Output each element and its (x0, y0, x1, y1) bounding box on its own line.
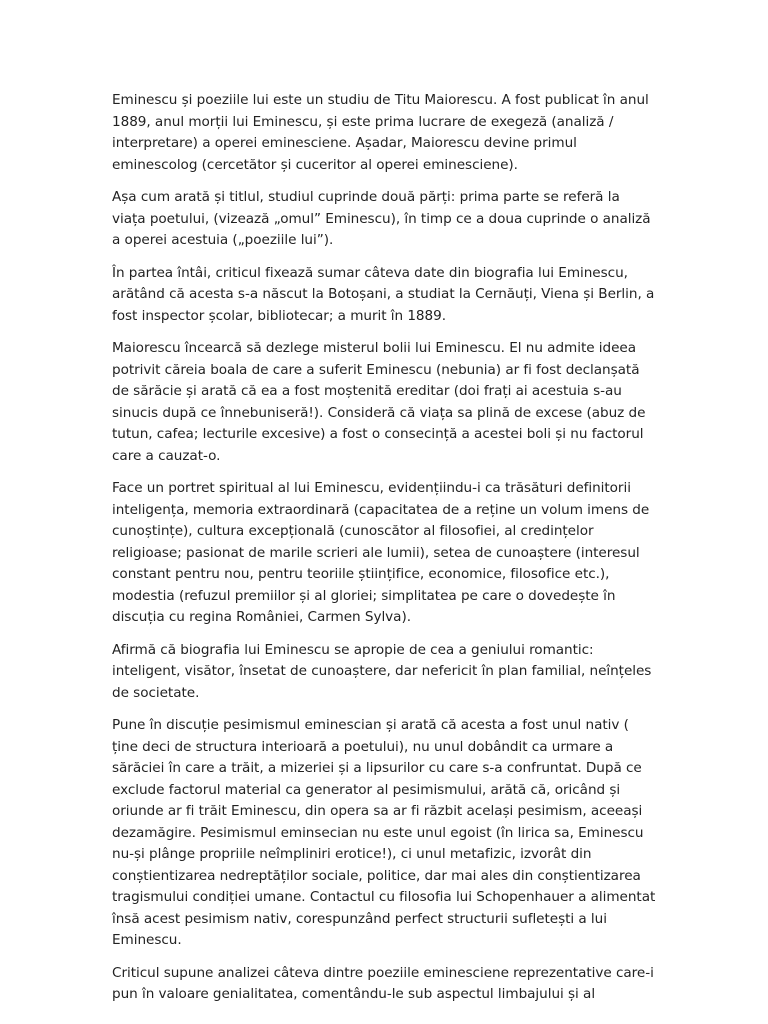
document-page (112, 90, 657, 1017)
paragraph-8: Criticul supune analizei câteva dintre poeziile eminesciene reprezentative care-i pun în valoare genialitatea, comentându-le sub aspectul limbajului și al (112, 964, 654, 1002)
paragraph-2: Așa cum arată și titlul, studiul cuprinde două părți: prima parte se referă la viața poetului, (vizează „omul” Eminescu), în timp ce a doua cuprinde o analiză a operei acestuia („poeziile lui”). (112, 189, 651, 248)
paragraph-1: Eminescu și poeziile lui este un studiu de Titu Maiorescu. A fost publicat în anul 1889, anul morții lui Eminescu, și este prima lucrare de exegeză (analiză / interpretare) a operei eminesciene. Așadar, Maiorescu devine primul eminescolog (cercetător și cuceritor al operei eminesciene). (112, 92, 649, 173)
paragraph-4: Maiorescu încearcă să dezlege misterul bolii lui Eminescu. El nu admite ideea potrivit căreia boala de care a suferit Eminescu (nebunia) ar fi fost declanșată de sărăcie și arată că ea a fost moștenită ereditar (doi frați ai acestuia s-au sinucis după ce înnebuniseră!). Consideră că viața sa plină de excese (abuz de tutun, cafea; lecturile excesive) a fost o consecință a acestei boli și nu factorul care a cauzat-o. (112, 340, 646, 464)
paragraph-6: Afirmă că biografia lui Eminescu se apropie de cea a geniului romantic: inteligent, visător, însetat de cunoaștere, dar nefericit în plan familial, neînțeles de societate. (112, 641, 652, 701)
paragraph-3: În partea întâi, criticul fixează sumar câteva date din biografia lui Eminescu, arătând că acesta s-a născut la Botoșani, a studiat la Cernăuți, Viena și Berlin, a fost inspector școlar, bibliotecar; a murit în 1889. (112, 264, 655, 324)
paragraph-7: Pune în discuție pesimismul eminescian și arată că acesta a fost unul nativ ( ține deci de structura interioară a poetului), nu unul dobândit ca urmare a sărăciei în care a trăit, a mizeriei și a lipsurilor cu care s-a confruntat. După ce exclude factorul material ca generator al pesimismului, arătă că, oricând și oriunde ar fi trăit Eminescu, din opera sa ar fi răzbit același pesimism, aceeași dezamăgire. Pesimismul eminsecian nu este unul egoist (în lirica sa, Eminescu nu-și plânge propriile neîmpliniri erotice!), ci unul metafizic, izvorât din conștientizarea nedreptăților sociale, politice, dar mai ales din conștientizarea tragismului condiției umane. Contactul cu filosofia lui Schopenhauer a alimentat însă acest pesimism nativ, corespunzând perfect structurii sufletești a lui Eminescu. (112, 717, 656, 948)
paragraph-5: Face un portret spiritual al lui Eminescu, evidențiindu-i ca trăsături definitorii inteligența, memoria extraordinară (capacitatea de a reține un volum imens de cunoștințe), cultura excepțională (cunoscător al filosofiei, al credințelor religioase; pasionat de marile scrieri ale lumii), setea de cunoaștere (interesul constant pentru nou, pentru teoriile științifice, economice, filosofice etc.), modestia (refuzul premiilor și al gloriei; simplitatea pe care o dovedește în discuția cu regina României, Carmen Sylva). (112, 480, 650, 625)
